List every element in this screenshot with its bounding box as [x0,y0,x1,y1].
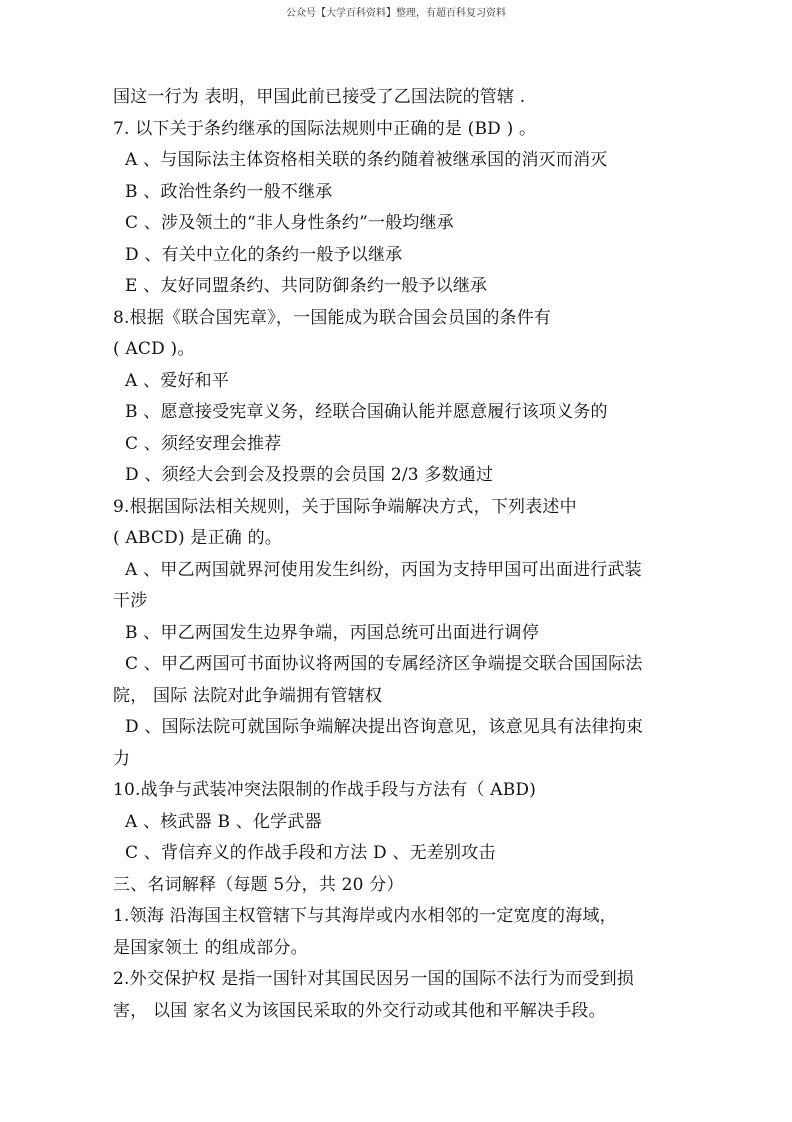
text-line: 院， 国际 法院对此争端拥有管辖权 [113,685,383,706]
option-line: A 、爱好和平 [125,370,230,391]
option-line: B 、愿意接受宪章义务，经联合国确认能并愿意履行该项义务的 [125,402,608,422]
text-line: 害， 以国 家名义为该国民采取的外交行动或其他和平解决手段。 [113,1000,606,1021]
option-line: C 、甲乙两国可书面协议将两国的专属经济区争端提交联合国国际法 [125,654,643,674]
option-line: C 、背信弃义的作战手段和方法 D 、无差别攻击 [125,843,496,863]
text-line: 9.根据国际法相关规则，关于国际争端解决方式，下列表述中 [113,496,577,517]
option-line: C 、须经安理会推荐 [125,433,282,454]
option-line: C 、涉及领土的“非人身性条约”一般均继承 [125,213,454,233]
text-line: 是国家领土 的组成部分。 [113,937,308,958]
document-body [113,82,683,1027]
option-line: A 、甲乙两国就界河使用发生纠纷，丙国为支持甲国可出面进行武装 [125,559,642,580]
option-line: A 、与国际法主体资格相关联的条约随着被继承国的消灭而消灭 [125,150,608,170]
text-line: ( ACD )。 [113,339,195,359]
text-line: 力 [113,748,131,769]
option-line: E 、友好同盟条约、共同防御条约一般予以继承 [125,276,488,296]
text-line: 10.战争与武装冲突法限制的作战手段与方法有（ ABD) [113,780,537,800]
text-line: 三、名词解释（每题 5分，共 20 分） [113,874,404,895]
text-line: 7. 以下关于条约继承的国际法规则中正确的是 (BD ) 。 [113,118,537,139]
text-line: 1.领海 沿海国主权管辖下与其海岸或内水相邻的一定宽度的海域， [113,906,617,926]
option-line: D 、国际法院可就国际争端解决提出咨询意见，该意见具有法律拘束 [125,717,644,737]
page-header: 公众号【大学百科资料】整理，有超百科复习资料 [286,8,506,19]
text-line: ( ABCD) 是正确 的。 [113,528,282,548]
text-line: 国这一行为 表明，甲国此前已接受了乙国法院的管辖 . [113,87,526,107]
text-line: 干涉 [113,591,148,611]
text-line: 8.根据《联合国宪章》，一国能成为联合国会员国的条件有 [113,307,552,328]
option-line: B 、甲乙两国发生边界争端，丙国总统可出面进行调停 [125,622,539,643]
option-line: D 、有关中立化的条约一般予以继承 [125,244,403,265]
text-line: 2.外交保护权 是指一国针对其国民因另一国的国际不法行为而受到损 [113,969,635,989]
option-line: A 、核武器 B 、化学武器 [125,811,322,832]
option-line: D 、须经大会到会及投票的会员国 2/3 多数通过 [125,465,494,485]
option-line: B 、政治性条约一般不继承 [125,181,333,202]
